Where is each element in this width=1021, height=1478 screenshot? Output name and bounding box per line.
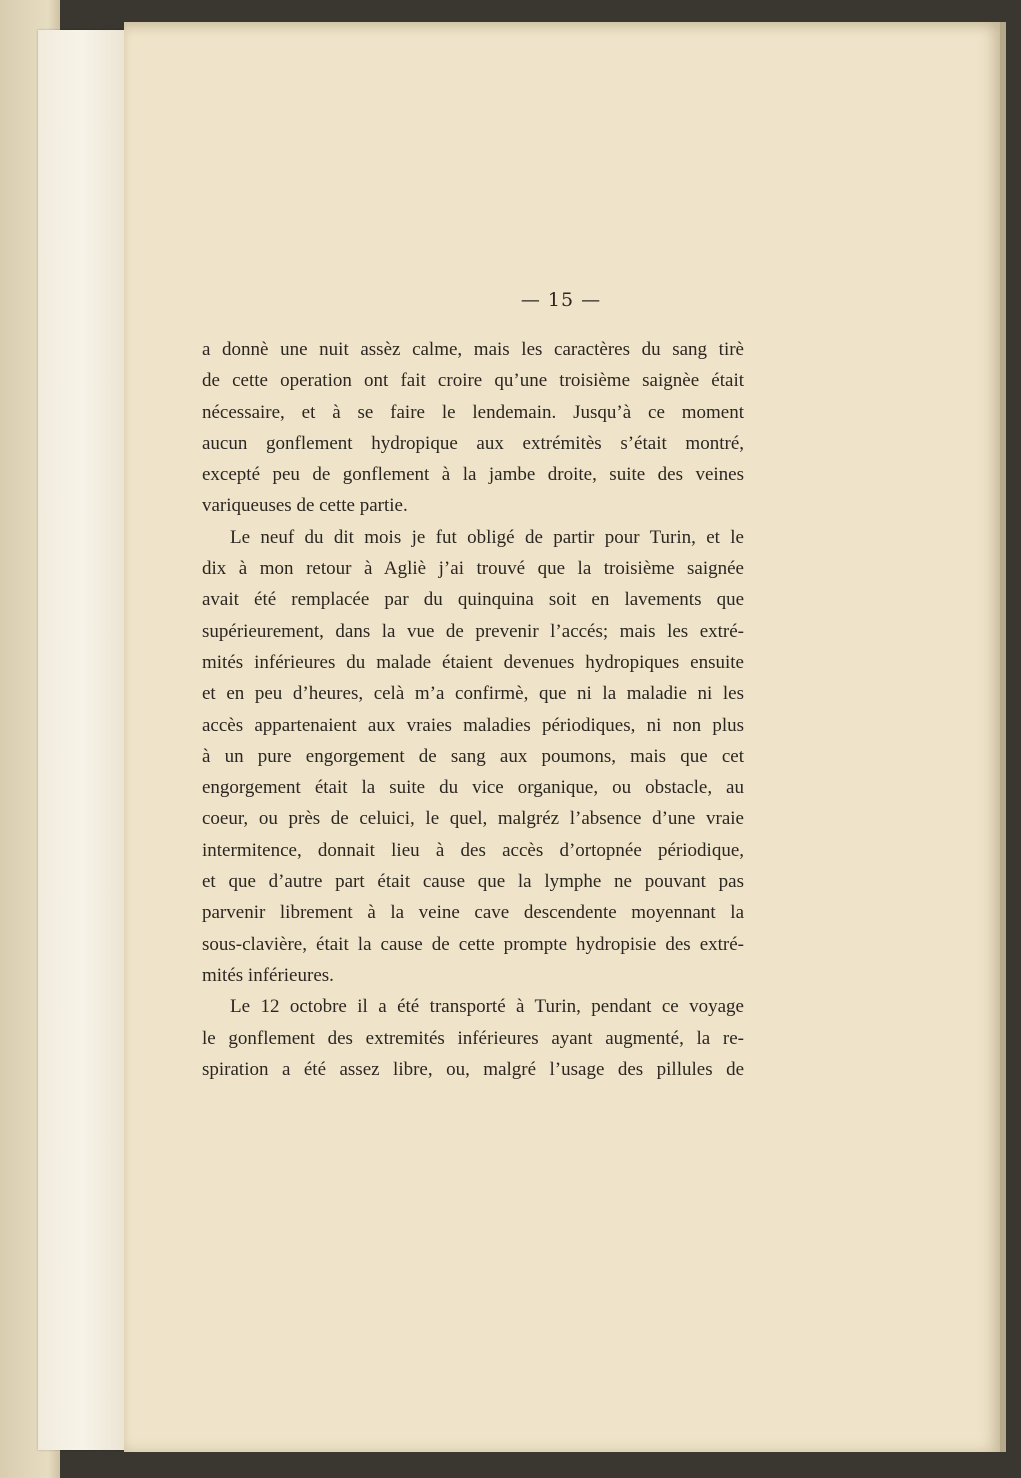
text-line: nécessaire, et à se faire le lendemain. Jusqu’à ce moment xyxy=(202,401,744,423)
text-line: coeur, ou près de celuici, le quel, malgréz l’absence d’une vraie xyxy=(202,808,744,830)
text-line: accès appartenaient aux vraies maladies périodiques, ni non plus xyxy=(202,714,744,736)
text-line: Le neuf du dit mois je fut obligé de partir pour Turin, et le xyxy=(230,526,744,548)
paragraph xyxy=(202,991,744,1085)
text-line: a donnè une nuit assèz calme, mais les caractères du sang tirè xyxy=(202,339,744,360)
text-line: sous-clavière, était la cause de cette prompte hydropisie des extré- xyxy=(202,933,744,955)
text-line: engorgement était la suite du vice organique, ou obstacle, au xyxy=(202,777,744,799)
text-line: supérieurement, dans la vue de prevenir l’accés; mais les extré- xyxy=(202,620,744,642)
text-line: dix à mon retour à Agliè j’ai trouvé que la troisième saignée xyxy=(202,558,744,580)
text-line: mités inférieures. xyxy=(202,964,334,986)
text-line: de cette operation ont fait croire qu’une troisième saignèe était xyxy=(202,370,744,392)
paragraph xyxy=(202,522,744,991)
text-line: le gonflement des extremités inférieures ayant augmenté, la re- xyxy=(202,1027,744,1049)
text-line: variqueuses de cette partie. xyxy=(202,495,408,517)
paragraph xyxy=(202,334,744,522)
text-line: et en peu d’heures, celà m’a confirmè, que ni la maladie ni les xyxy=(202,683,744,705)
binding-strip xyxy=(38,30,126,1450)
page-number: — 15 — xyxy=(520,289,602,311)
text-line: parvenir librement à la veine cave descendente moyennant la xyxy=(202,902,744,924)
text-line: spiration a été assez libre, ou, malgré l’usage des pillules de xyxy=(202,1058,744,1080)
text-line: excepté peu de gonflement à la jambe droite, suite des veines xyxy=(202,464,744,486)
text-line: intermitence, donnait lieu à des accès d’ortopnée périodique, xyxy=(202,839,744,861)
text-line: Le 12 octobre il a été transporté à Turin, pendant ce voyage xyxy=(230,996,744,1018)
text-line: et que d’autre part était cause que la lymphe ne pouvant pas xyxy=(202,871,744,893)
text-line: mités inférieures du malade étaient devenues hydropiques ensuite xyxy=(202,651,744,673)
body-text xyxy=(202,334,744,1085)
text-line: aucun gonflement hydropique aux extrémitès s’était montré, xyxy=(202,432,744,454)
text-line: à un pure engorgement de sang aux poumons, mais que cet xyxy=(202,745,744,767)
text-line: avait été remplacée par du quinquina soit en lavements que xyxy=(202,589,744,611)
